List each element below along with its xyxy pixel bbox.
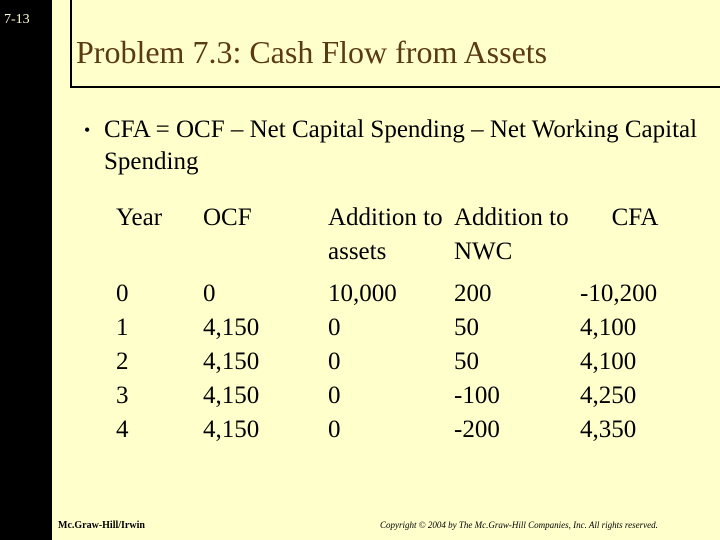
header-ocf: OCF bbox=[203, 204, 252, 231]
cell-cfa: 4,250 bbox=[580, 382, 637, 409]
cell-addition-nwc: -100 bbox=[454, 382, 500, 409]
cell-year: 1 bbox=[116, 314, 129, 341]
header-cfa: CFA bbox=[611, 204, 659, 231]
cell-ocf: 4,150 bbox=[203, 416, 260, 443]
cell-addition-assets: 0 bbox=[328, 348, 341, 375]
cell-addition-assets: 10,000 bbox=[328, 280, 397, 307]
header-year: Year bbox=[116, 204, 163, 231]
cell-addition-nwc: 200 bbox=[454, 280, 492, 307]
slide-number: 7-13 bbox=[4, 12, 30, 27]
footer-copyright: Copyright © 2004 by The Mc.Graw-Hill Companies, Inc. All rights reserved. bbox=[380, 520, 658, 530]
sidebar-bar bbox=[0, 0, 52, 540]
cell-year: 2 bbox=[116, 348, 129, 375]
cell-addition-assets: 0 bbox=[328, 382, 341, 409]
cell-addition-assets: 0 bbox=[328, 416, 341, 443]
table-row bbox=[110, 379, 690, 413]
cell-cfa: 4,100 bbox=[580, 314, 637, 341]
bullet-item bbox=[84, 114, 714, 178]
cell-ocf: 0 bbox=[203, 280, 216, 307]
cell-ocf: 4,150 bbox=[203, 314, 260, 341]
title-underline bbox=[70, 86, 720, 88]
footer-publisher: Mc.Graw-Hill/Irwin bbox=[58, 520, 145, 531]
slide-title: Problem 7.3: Cash Flow from Assets bbox=[76, 34, 548, 70]
cell-cfa: 4,350 bbox=[580, 416, 637, 443]
cell-year: 0 bbox=[116, 280, 129, 307]
table-row bbox=[110, 311, 690, 345]
cell-addition-nwc: 50 bbox=[454, 314, 479, 341]
cell-year: 3 bbox=[116, 382, 129, 409]
cell-cfa: -10,200 bbox=[580, 280, 658, 307]
cell-ocf: 4,150 bbox=[203, 382, 260, 409]
table-row bbox=[110, 277, 690, 311]
table-row bbox=[110, 345, 690, 379]
bullet-icon: • bbox=[84, 120, 91, 140]
header-addition-assets: Addition to assets bbox=[328, 204, 443, 265]
cell-year: 4 bbox=[116, 416, 129, 443]
bullet-text: CFA = OCF – Net Capital Spending – Net Working Capital Spending bbox=[104, 116, 698, 175]
cell-cfa: 4,100 bbox=[580, 348, 637, 375]
title-vertical-rule bbox=[70, 0, 72, 88]
header-addition-nwc: Addition to NWC bbox=[454, 204, 569, 265]
table-header-row bbox=[110, 201, 690, 277]
cell-addition-nwc: -200 bbox=[454, 416, 500, 443]
cell-ocf: 4,150 bbox=[203, 348, 260, 375]
cash-flow-table bbox=[110, 201, 690, 447]
cell-addition-assets: 0 bbox=[328, 314, 341, 341]
cell-addition-nwc: 50 bbox=[454, 348, 479, 375]
table-row bbox=[110, 413, 690, 447]
